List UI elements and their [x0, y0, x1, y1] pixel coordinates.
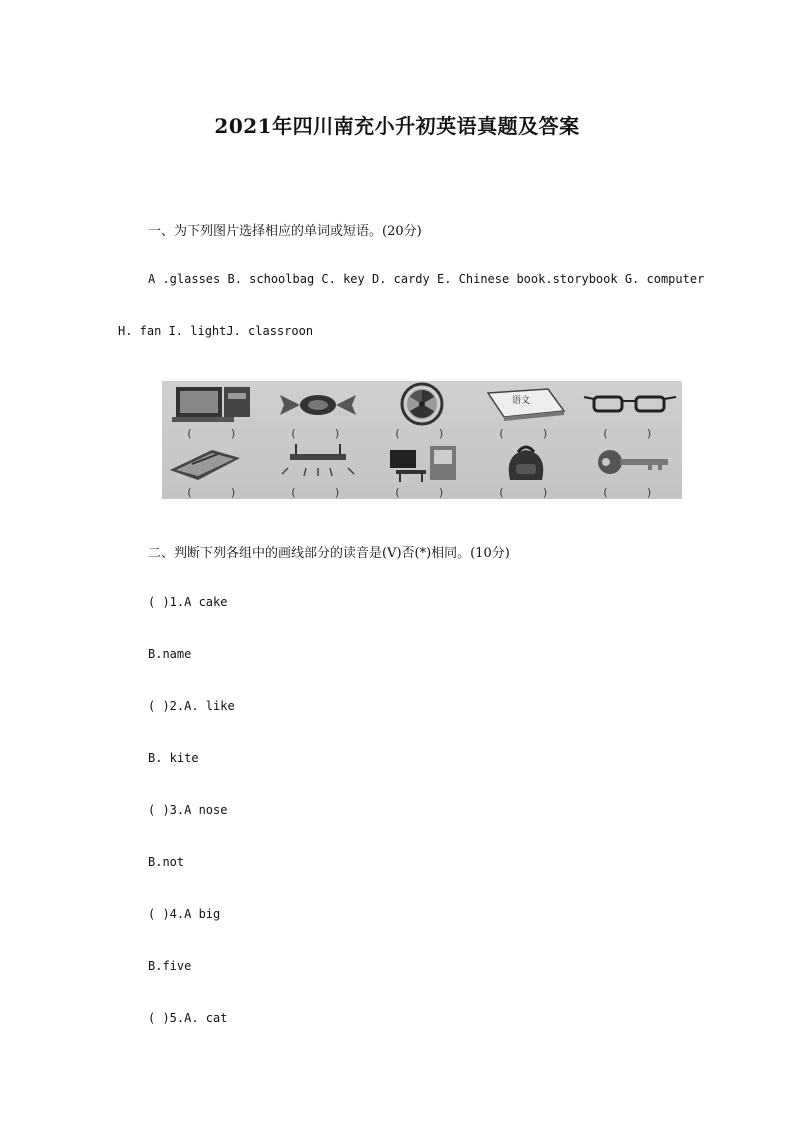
answer-paren-left: ( — [290, 427, 297, 440]
answer-paren-left: ( — [186, 486, 193, 499]
answer-paren-right: ) — [646, 427, 653, 440]
light-icon — [266, 440, 370, 486]
answer-paren-left: ( — [498, 486, 505, 499]
question-3b: B.not — [148, 855, 185, 869]
fan-icon — [370, 381, 474, 427]
glasses-icon — [578, 381, 682, 427]
answer-paren-left: ( — [290, 486, 297, 499]
answer-paren-left: ( — [602, 486, 609, 499]
answer-paren-right: ) — [334, 427, 341, 440]
answer-paren-left: ( — [602, 427, 609, 440]
answer-paren-right: ) — [646, 486, 653, 499]
cell-glasses — [578, 381, 682, 440]
answer-paren-left: ( — [394, 427, 401, 440]
question-1b: B.name — [148, 647, 192, 661]
cell-fan — [370, 381, 474, 440]
answer-paren-right: ) — [230, 427, 237, 440]
answer-paren-right: ) — [334, 486, 341, 499]
question-2b: B. kite — [148, 751, 199, 765]
question-2a: ( )2.A. like — [148, 699, 235, 713]
question-5a: ( )5.A. cat — [148, 1011, 228, 1025]
answer-paren-left: ( — [394, 486, 401, 499]
candy-icon — [266, 381, 370, 427]
section1-options-line2: H. fan I. lightJ. classroon — [118, 324, 314, 338]
cell-chinese-book — [474, 381, 578, 440]
section2-heading: 二、判断下列各组中的画线部分的读音是(V)否(*)相同。(10分) — [148, 546, 510, 561]
schoolbag-icon — [474, 440, 578, 486]
computer-icon — [162, 381, 266, 427]
cell-light — [266, 440, 370, 499]
page-title: 2021年四川南充小升初英语真题及答案 — [214, 114, 580, 138]
question-4b: B.five — [148, 959, 192, 973]
answer-paren-right: ) — [542, 427, 549, 440]
cell-candy — [266, 381, 370, 440]
question-1a: ( )1.A cake — [148, 595, 228, 609]
answer-paren-right: ) — [230, 486, 237, 499]
answer-paren-right: ) — [438, 486, 445, 499]
section1-options-line1: A .glasses B. schoolbag C. key D. cardy E. Chinese book.storybook G. computer — [148, 272, 705, 286]
answer-paren-right: ) — [542, 486, 549, 499]
cell-key — [578, 440, 682, 499]
answer-paren-left: ( — [498, 427, 505, 440]
cell-storybook — [162, 440, 266, 499]
answer-paren-right: ) — [438, 427, 445, 440]
book-cover-label: 语文 — [512, 396, 531, 406]
cell-computer — [162, 381, 266, 440]
question-4a: ( )4.A big — [148, 907, 221, 921]
cell-schoolbag — [474, 440, 578, 499]
classroom-icon — [370, 440, 474, 486]
storybook-icon — [162, 440, 266, 486]
question-3a: ( )3.A nose — [148, 803, 228, 817]
section1-heading: 一、为下列图片选择相应的单词或短语。(20分) — [148, 224, 422, 239]
chinese-book-icon — [474, 381, 578, 427]
cell-classroom — [370, 440, 474, 499]
key-icon — [578, 440, 682, 486]
answer-paren-left: ( — [186, 427, 193, 440]
picture-panel — [162, 381, 682, 499]
